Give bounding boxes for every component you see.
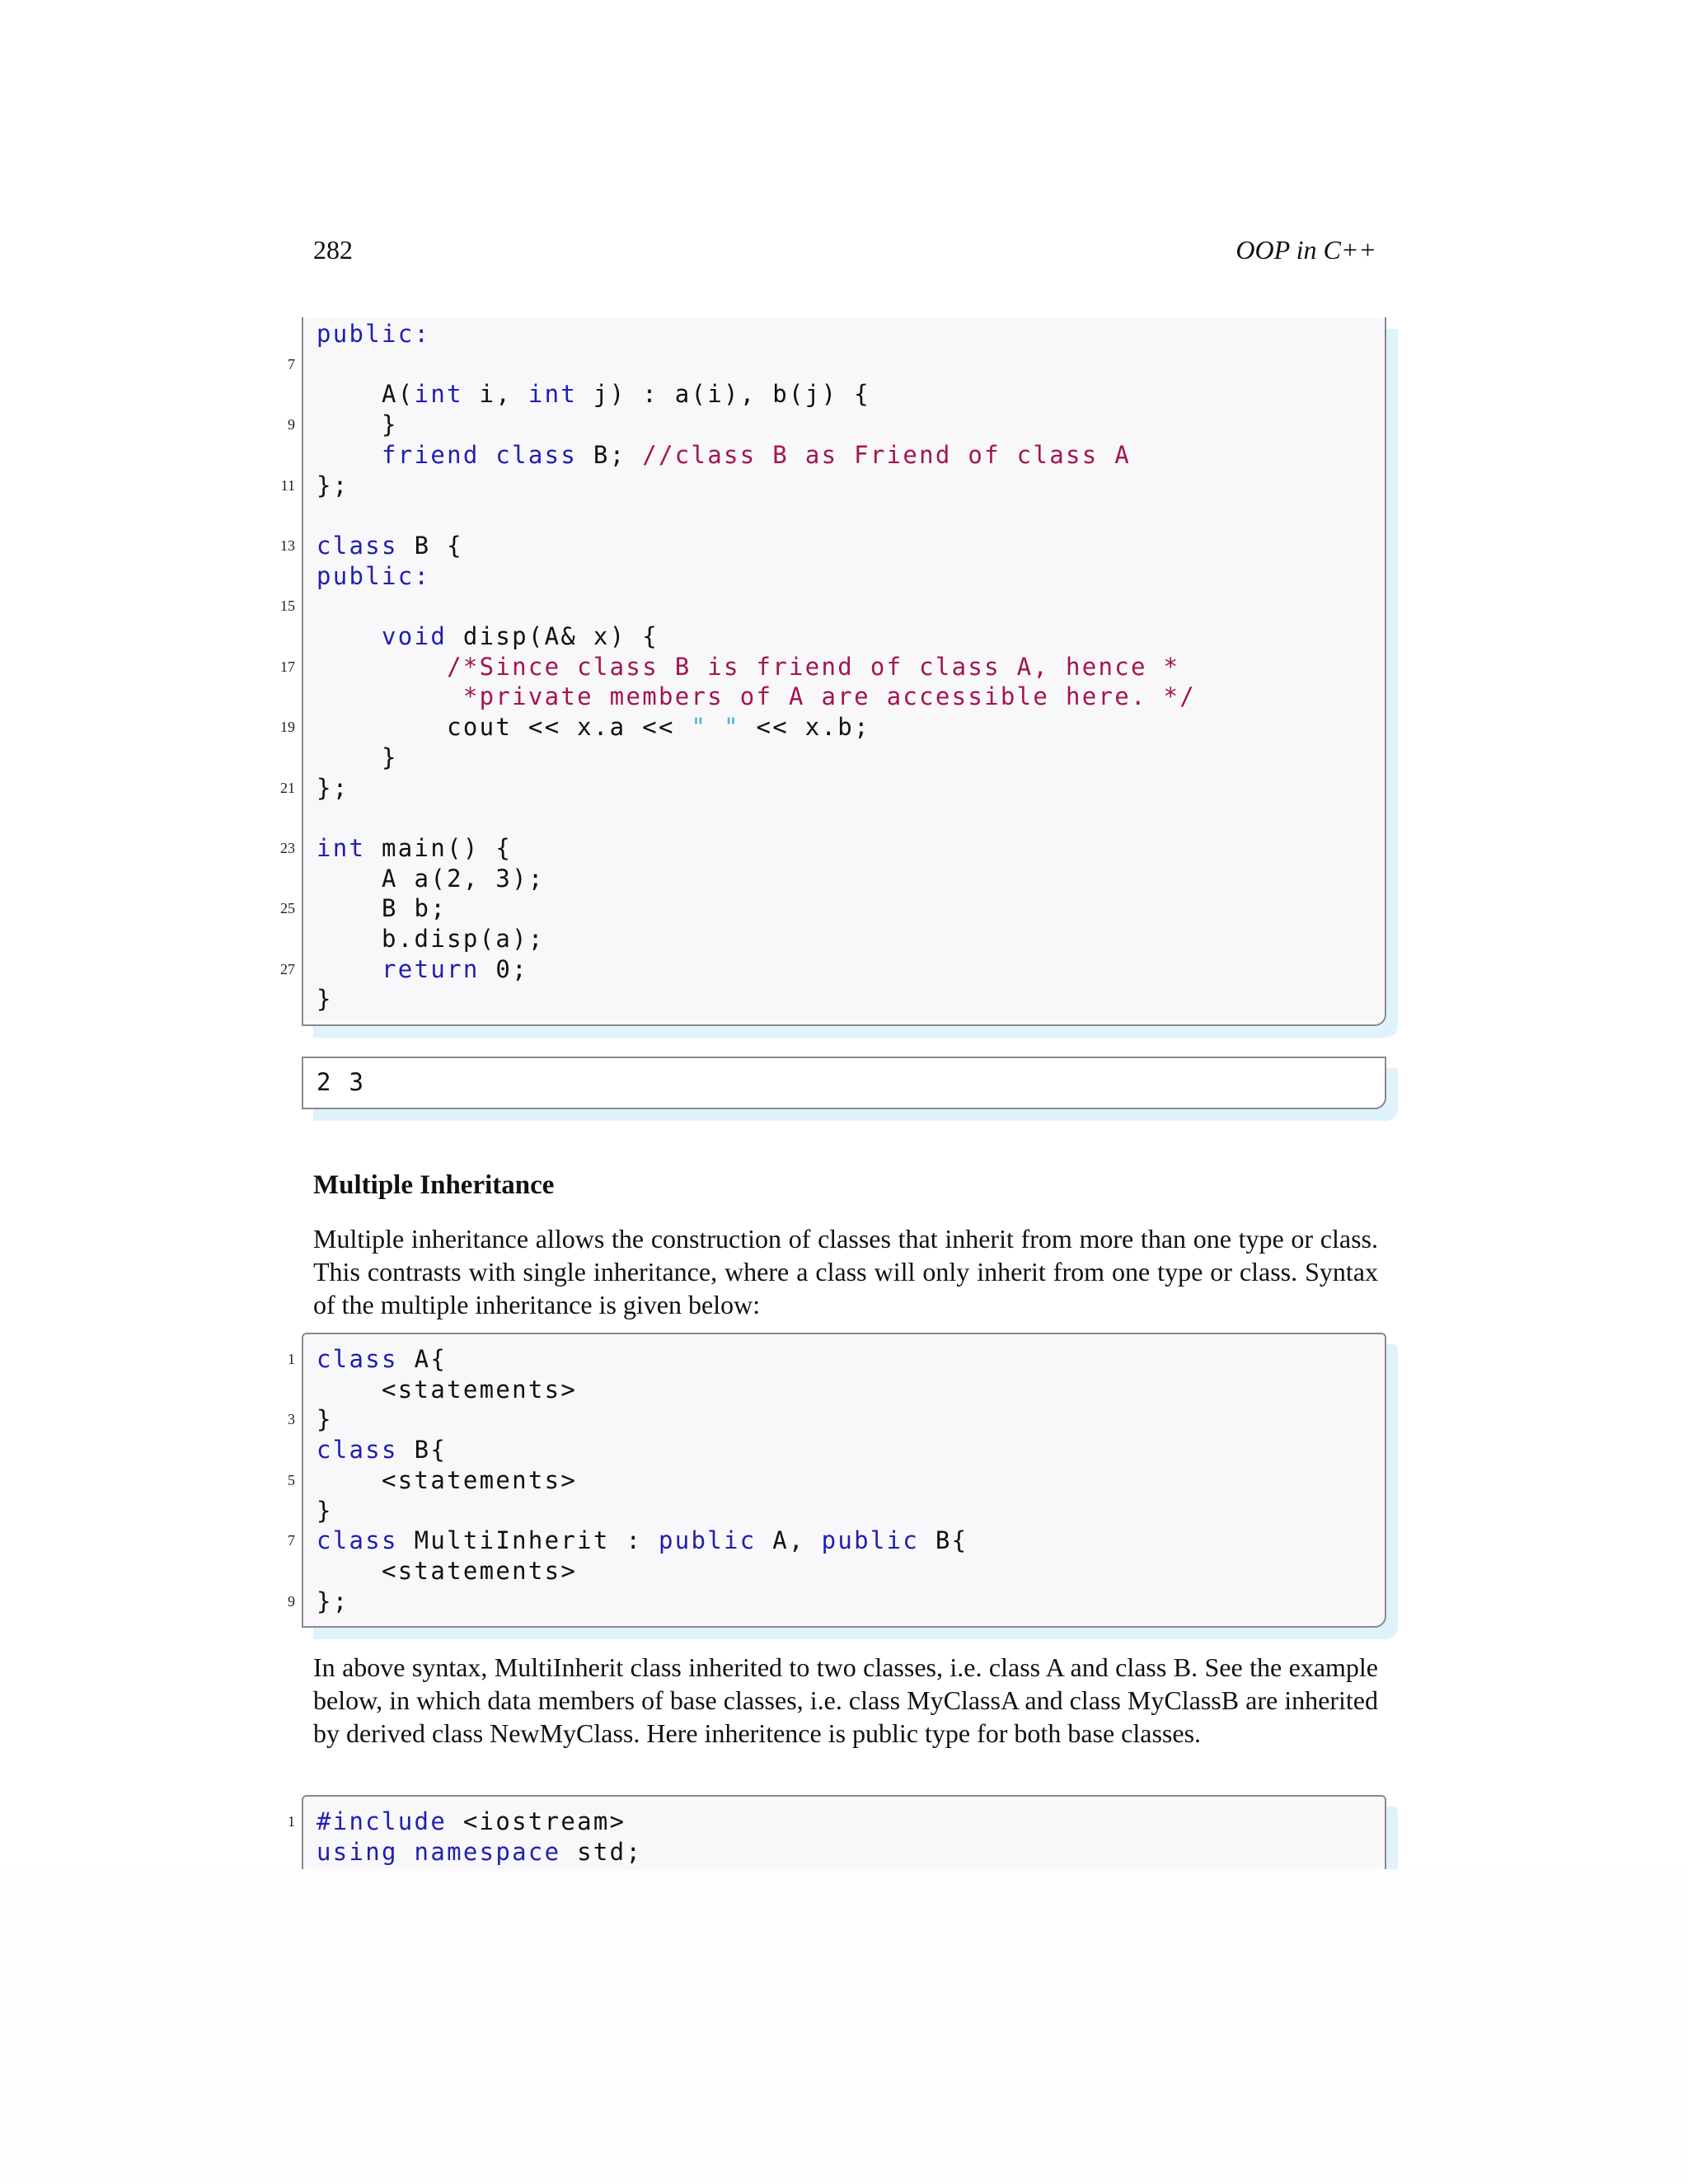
line-number: 5 — [288, 1471, 295, 1488]
code-text: }; — [316, 773, 349, 802]
code-keyword: public — [821, 1526, 920, 1555]
code-text: }; — [316, 471, 349, 499]
line-number: 1 — [288, 1813, 295, 1830]
code-line — [316, 1496, 333, 1526]
line-number: 7 — [288, 1532, 295, 1549]
code-comment: //class B as Friend of class A — [642, 440, 1132, 469]
code-keyword: public: — [316, 320, 431, 348]
line-number: 13 — [280, 537, 295, 554]
output-text: 2 3 — [316, 1068, 366, 1096]
line-number: 25 — [280, 900, 295, 917]
code-line — [316, 621, 659, 652]
code-line — [316, 471, 349, 501]
code-comment: *private members of A are accessible here. */ — [462, 682, 1197, 711]
code-line — [316, 954, 528, 985]
code-text — [316, 955, 382, 983]
intro-paragraph: Multiple inheritance allows the construction of classes that inherit from more than one type or class. This contrasts with single inheritance, where a class will only inherit from one type or class. Syntax of the multiple inheritance is given below: — [313, 1224, 1378, 1319]
code-line — [316, 1465, 577, 1496]
code-text — [316, 653, 447, 681]
line-number: 3 — [288, 1411, 295, 1428]
code-text: << x.b; — [739, 713, 870, 742]
code-text: } — [316, 985, 333, 1014]
code-text: cout << x.a << — [316, 713, 692, 742]
code-line — [316, 682, 1196, 712]
code-line — [316, 712, 870, 743]
code-line — [316, 743, 398, 773]
code-line — [316, 1837, 642, 1868]
line-number: 1 — [288, 1351, 295, 1367]
code-keyword: #include — [316, 1807, 448, 1835]
code-text: } — [316, 410, 398, 439]
code-line — [316, 652, 1179, 682]
code-keyword: using namespace — [316, 1837, 561, 1866]
code-text: i, — [462, 380, 528, 409]
code-line — [316, 924, 545, 954]
code-keyword: public — [658, 1526, 757, 1555]
code-text: MultiInherit : — [397, 1526, 659, 1555]
line-number: 27 — [280, 960, 295, 977]
code-text: } — [316, 743, 398, 771]
code-comment: /*Since class B is friend of class A, hence * — [447, 652, 1180, 681]
line-number: 21 — [280, 779, 295, 796]
code-text: 0; — [479, 954, 528, 983]
code-line — [316, 1435, 447, 1465]
code-keyword: class — [316, 1526, 398, 1555]
line-number: 7 — [288, 355, 295, 373]
code-keyword: class — [316, 531, 398, 560]
code-keyword: class — [316, 1345, 398, 1373]
code-text: std; — [560, 1837, 643, 1866]
code-text: B; — [577, 440, 643, 469]
code-string: " " — [691, 713, 740, 742]
code-line — [316, 773, 349, 804]
code-text: <statements> — [316, 1556, 578, 1585]
code-text: } — [316, 1405, 333, 1434]
code-keyword: class — [316, 1436, 398, 1465]
line-number: 11 — [280, 476, 295, 494]
code-text: B{ — [397, 1436, 448, 1465]
code-line — [316, 893, 447, 924]
code-line — [316, 440, 1131, 471]
line-number: 9 — [288, 1592, 295, 1610]
code-line — [316, 833, 512, 864]
code-text: A a(2, 3); — [316, 864, 545, 893]
code-keyword: return — [382, 954, 480, 983]
code-line — [316, 1526, 968, 1556]
code-text: B { — [397, 531, 463, 560]
code-line — [316, 1375, 577, 1405]
code-keyword: int — [316, 833, 366, 862]
code-line — [316, 1556, 577, 1586]
explanation-paragraph: In above syntax, MultiInherit class inherited to two classes, i.e. class A and class B. See the example below, in which data members of base classes, i.e. class MyClassA and class MyClassB are inherited by derived class NewMyClass. Here inheritence is public type for both base classes. — [313, 1652, 1378, 1748]
code-text: main() { — [365, 833, 513, 862]
code-line — [316, 864, 545, 894]
code-text: }; — [316, 1586, 349, 1615]
line-number: 15 — [280, 598, 295, 615]
code-line — [316, 984, 333, 1015]
page-bottom-area — [0, 1869, 1688, 2184]
code-line — [316, 561, 430, 592]
output-block — [302, 1057, 1386, 1109]
code-text: <iostream> — [447, 1807, 626, 1835]
line-number: 19 — [280, 719, 295, 736]
code-text — [316, 682, 463, 710]
code-keyword: int — [414, 380, 463, 409]
code-keyword: public: — [316, 561, 431, 590]
page-number: 282 — [313, 235, 353, 265]
code-text: A{ — [397, 1345, 448, 1373]
code-text: j) : a(i), b(j) { — [577, 380, 870, 409]
code-keyword: int — [528, 380, 578, 409]
code-line — [316, 319, 430, 349]
code-line — [316, 531, 463, 561]
code-line — [316, 1344, 447, 1375]
line-number: 17 — [280, 658, 295, 675]
section-heading: Multiple Inheritance — [313, 1170, 555, 1200]
code-line — [316, 1807, 626, 1837]
line-number: 23 — [280, 839, 295, 856]
code-text: } — [316, 1496, 333, 1525]
code-text: disp(A& x) { — [447, 622, 659, 650]
code-text: <statements> — [316, 1465, 578, 1494]
line-number: 9 — [288, 416, 295, 434]
code-text — [316, 622, 382, 650]
code-text: B{ — [919, 1526, 968, 1555]
code-text: B b; — [316, 894, 448, 923]
code-text — [316, 441, 382, 469]
code-line — [316, 410, 398, 440]
code-keyword: friend class — [382, 440, 578, 469]
running-head — [313, 235, 1376, 271]
running-title: OOP in C++ — [1236, 235, 1376, 265]
code-block-friend-class — [280, 317, 1386, 1026]
code-line — [316, 1404, 333, 1435]
code-line — [316, 379, 870, 410]
code-text: <statements> — [316, 1375, 578, 1404]
code-block-syntax — [288, 1333, 1386, 1628]
code-text: A( — [316, 380, 415, 409]
code-text: A, — [756, 1526, 822, 1555]
code-text: b.disp(a); — [316, 925, 545, 953]
code-keyword: void — [382, 622, 448, 650]
code-line — [316, 1586, 349, 1617]
